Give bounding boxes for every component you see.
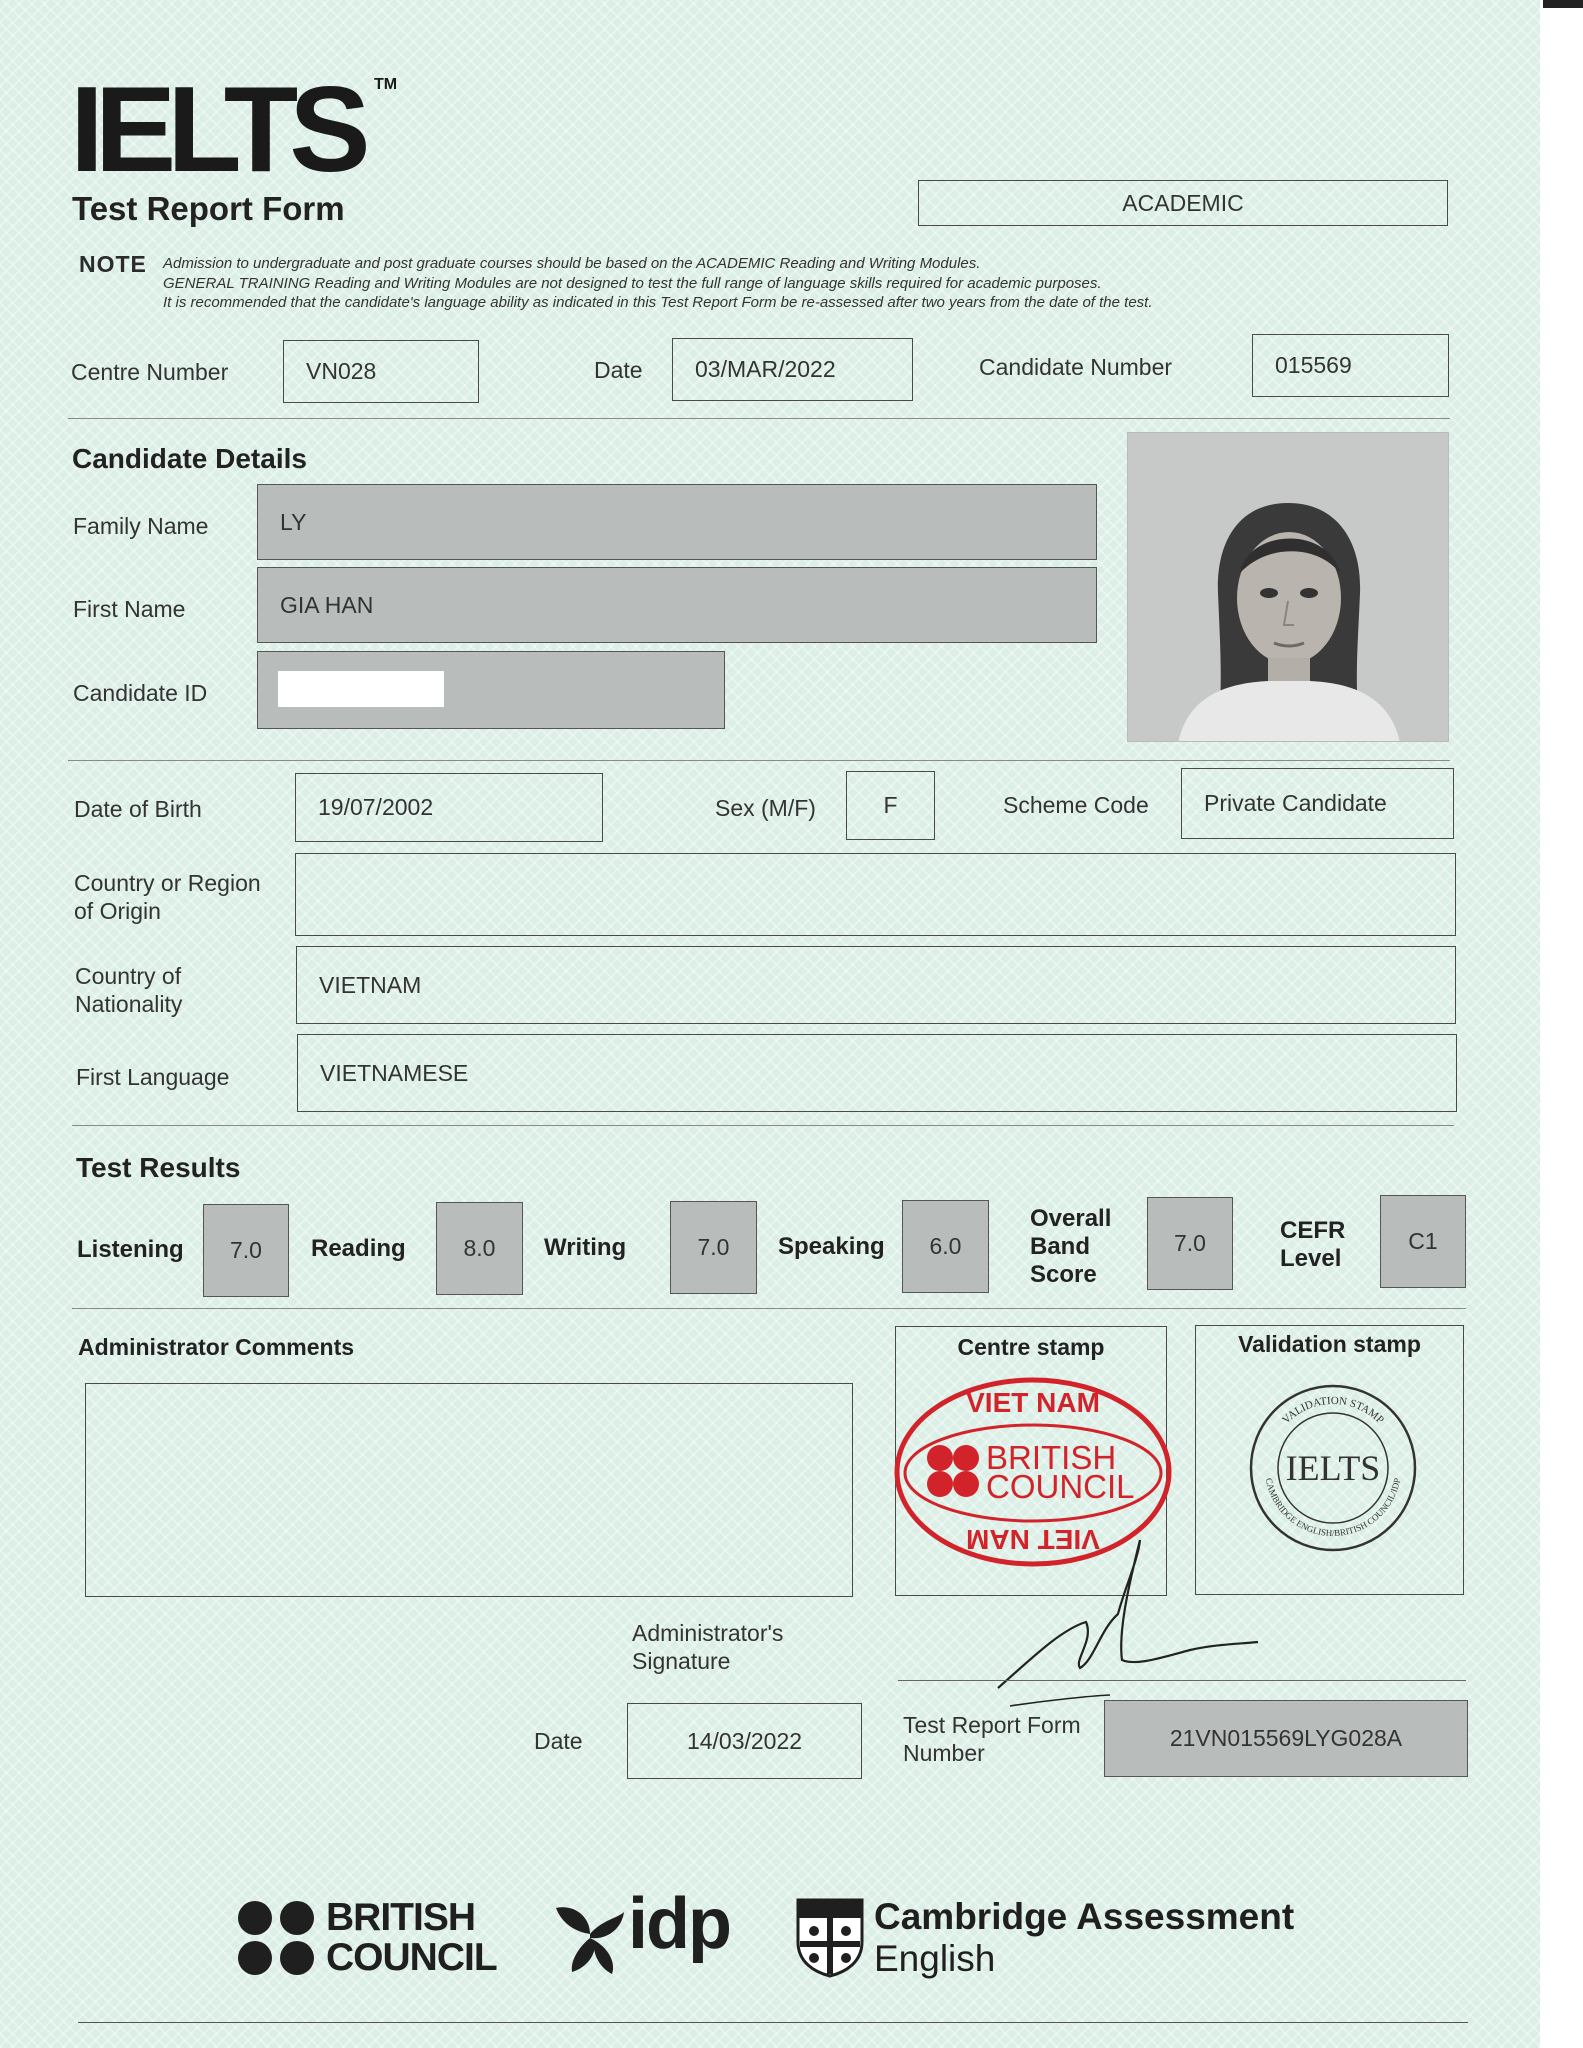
- dob-label: Date of Birth: [74, 796, 202, 822]
- stamp-council-text: COUNCIL: [986, 1468, 1135, 1505]
- cefr-label-line1: CEFR: [1280, 1217, 1346, 1244]
- divider: [68, 760, 1450, 761]
- divider: [72, 1125, 1454, 1126]
- divider: [68, 418, 1450, 419]
- family-name-value: LY: [257, 484, 1097, 560]
- family-name-label: Family Name: [73, 513, 209, 539]
- signature-label-line2: Signature: [632, 1648, 731, 1674]
- nationality-label-line2: Nationality: [75, 991, 183, 1017]
- cambridge-shield-icon: [796, 1898, 864, 1978]
- first-language-label: First Language: [76, 1064, 230, 1090]
- stamp-bottom-text: VIET NAM: [966, 1524, 1100, 1555]
- cefr-level-value: C1: [1380, 1195, 1466, 1288]
- idp-mark-icon: [550, 1898, 630, 1978]
- writing-score: 7.0: [670, 1201, 757, 1294]
- first-name-value: GIA HAN: [257, 567, 1097, 643]
- reading-label: Reading: [311, 1235, 406, 1262]
- date-label: Date: [594, 357, 643, 383]
- cefr-label-line2: Level: [1280, 1245, 1342, 1272]
- scan-margin: [1540, 0, 1583, 2048]
- candidate-details-heading: Candidate Details: [72, 443, 307, 474]
- seal-center-text: IELTS: [1285, 1448, 1381, 1488]
- centre-number-value: VN028: [283, 340, 479, 403]
- candidate-id-label: Candidate ID: [73, 680, 208, 706]
- british-council-dots-icon: [237, 1898, 317, 1978]
- footer-idp: idp: [628, 1884, 730, 1964]
- footer-cambridge-line1: Cambridge Assessment: [874, 1896, 1295, 1937]
- dob-value: 19/07/2002: [295, 773, 603, 842]
- footer-divider: [78, 2022, 1468, 2023]
- test-date-value: 03/MAR/2022: [672, 338, 913, 401]
- validation-stamp-label: Validation stamp: [1238, 1331, 1421, 1357]
- first-language-value: VIETNAMESE: [297, 1034, 1457, 1112]
- admin-comments-box: [85, 1383, 853, 1597]
- ielts-logo: IELTS: [70, 61, 362, 197]
- origin-label-line1: Country or Region: [74, 870, 261, 896]
- sex-value: F: [846, 771, 935, 840]
- form-title: Test Report Form: [72, 190, 345, 227]
- candidate-photo: [1127, 432, 1449, 742]
- listening-label: Listening: [77, 1236, 184, 1263]
- note-line-2: GENERAL TRAINING Reading and Writing Modules are not designed to test the full range of language skills required for academic purposes.: [163, 275, 1102, 292]
- footer-bc-line1: BRITISH: [326, 1896, 475, 1939]
- footer-bc-line2: COUNCIL: [326, 1936, 497, 1979]
- admin-date-value: 14/03/2022: [627, 1703, 862, 1779]
- speaking-score: 6.0: [902, 1200, 989, 1293]
- scheme-code-value: Private Candidate: [1181, 768, 1454, 839]
- signature-label-line1: Administrator's: [632, 1620, 784, 1646]
- sex-label: Sex (M/F): [715, 795, 816, 821]
- admin-date-label: Date: [534, 1728, 583, 1754]
- scheme-code-label: Scheme Code: [1003, 792, 1149, 818]
- trf-label-line2: Number: [903, 1740, 985, 1766]
- trf-label-line1: Test Report Form: [903, 1712, 1081, 1738]
- trf-number-value: 21VN015569LYG028A: [1104, 1700, 1468, 1777]
- admin-comments-label: Administrator Comments: [78, 1334, 355, 1360]
- first-name-label: First Name: [73, 596, 186, 622]
- stamp-british-text: BRITISH: [986, 1439, 1117, 1476]
- origin-value: [295, 853, 1456, 936]
- listening-score: 7.0: [203, 1204, 289, 1297]
- nationality-value: VIETNAM: [296, 946, 1456, 1024]
- reading-score: 8.0: [436, 1202, 523, 1295]
- module-box: ACADEMIC: [918, 180, 1448, 226]
- administrator-signature: [990, 1510, 1270, 1720]
- seal-ring-bottom: CAMBRIDGE ENGLISH/BRITISH COUNCIL/IDP: [1263, 1477, 1403, 1539]
- divider: [72, 1308, 1466, 1309]
- overall-label-line2: Band: [1030, 1233, 1090, 1260]
- portrait-illustration: [1128, 433, 1449, 742]
- overall-label-line3: Score: [1030, 1261, 1097, 1288]
- writing-label: Writing: [544, 1234, 627, 1261]
- stamp-top-text: VIET NAM: [966, 1387, 1100, 1418]
- centre-stamp-label: Centre stamp: [957, 1334, 1105, 1360]
- scan-corner-mark: [1543, 0, 1583, 8]
- seal-ring-top: VALIDATION STAMP: [1280, 1394, 1386, 1427]
- note-line-3: It is recommended that the candidate's language ability as indicated in this Test Report Form be re-assessed after two years from the date of the test.: [163, 294, 1153, 311]
- note-label: NOTE: [79, 251, 147, 277]
- overall-label-line1: Overall: [1030, 1205, 1112, 1232]
- redaction-block: [278, 671, 444, 707]
- test-results-heading: Test Results: [76, 1152, 241, 1183]
- overall-band-score: 7.0: [1147, 1197, 1233, 1290]
- footer-cambridge-line2: English: [874, 1938, 996, 1979]
- note-line-1: Admission to undergraduate and post graduate courses should be based on the ACADEMIC Reading and Writing Modules.: [163, 255, 981, 272]
- speaking-label: Speaking: [778, 1233, 885, 1260]
- candidate-number-label: Candidate Number: [979, 354, 1173, 380]
- origin-label-line2: of Origin: [74, 898, 161, 924]
- trademark-mark: TM: [374, 76, 398, 93]
- nationality-label-line1: Country of: [75, 963, 182, 989]
- candidate-number-value: 015569: [1252, 334, 1449, 397]
- centre-number-label: Centre Number: [71, 359, 229, 385]
- signature-line: [898, 1680, 1466, 1681]
- ielts-validation-seal: [1247, 1382, 1419, 1554]
